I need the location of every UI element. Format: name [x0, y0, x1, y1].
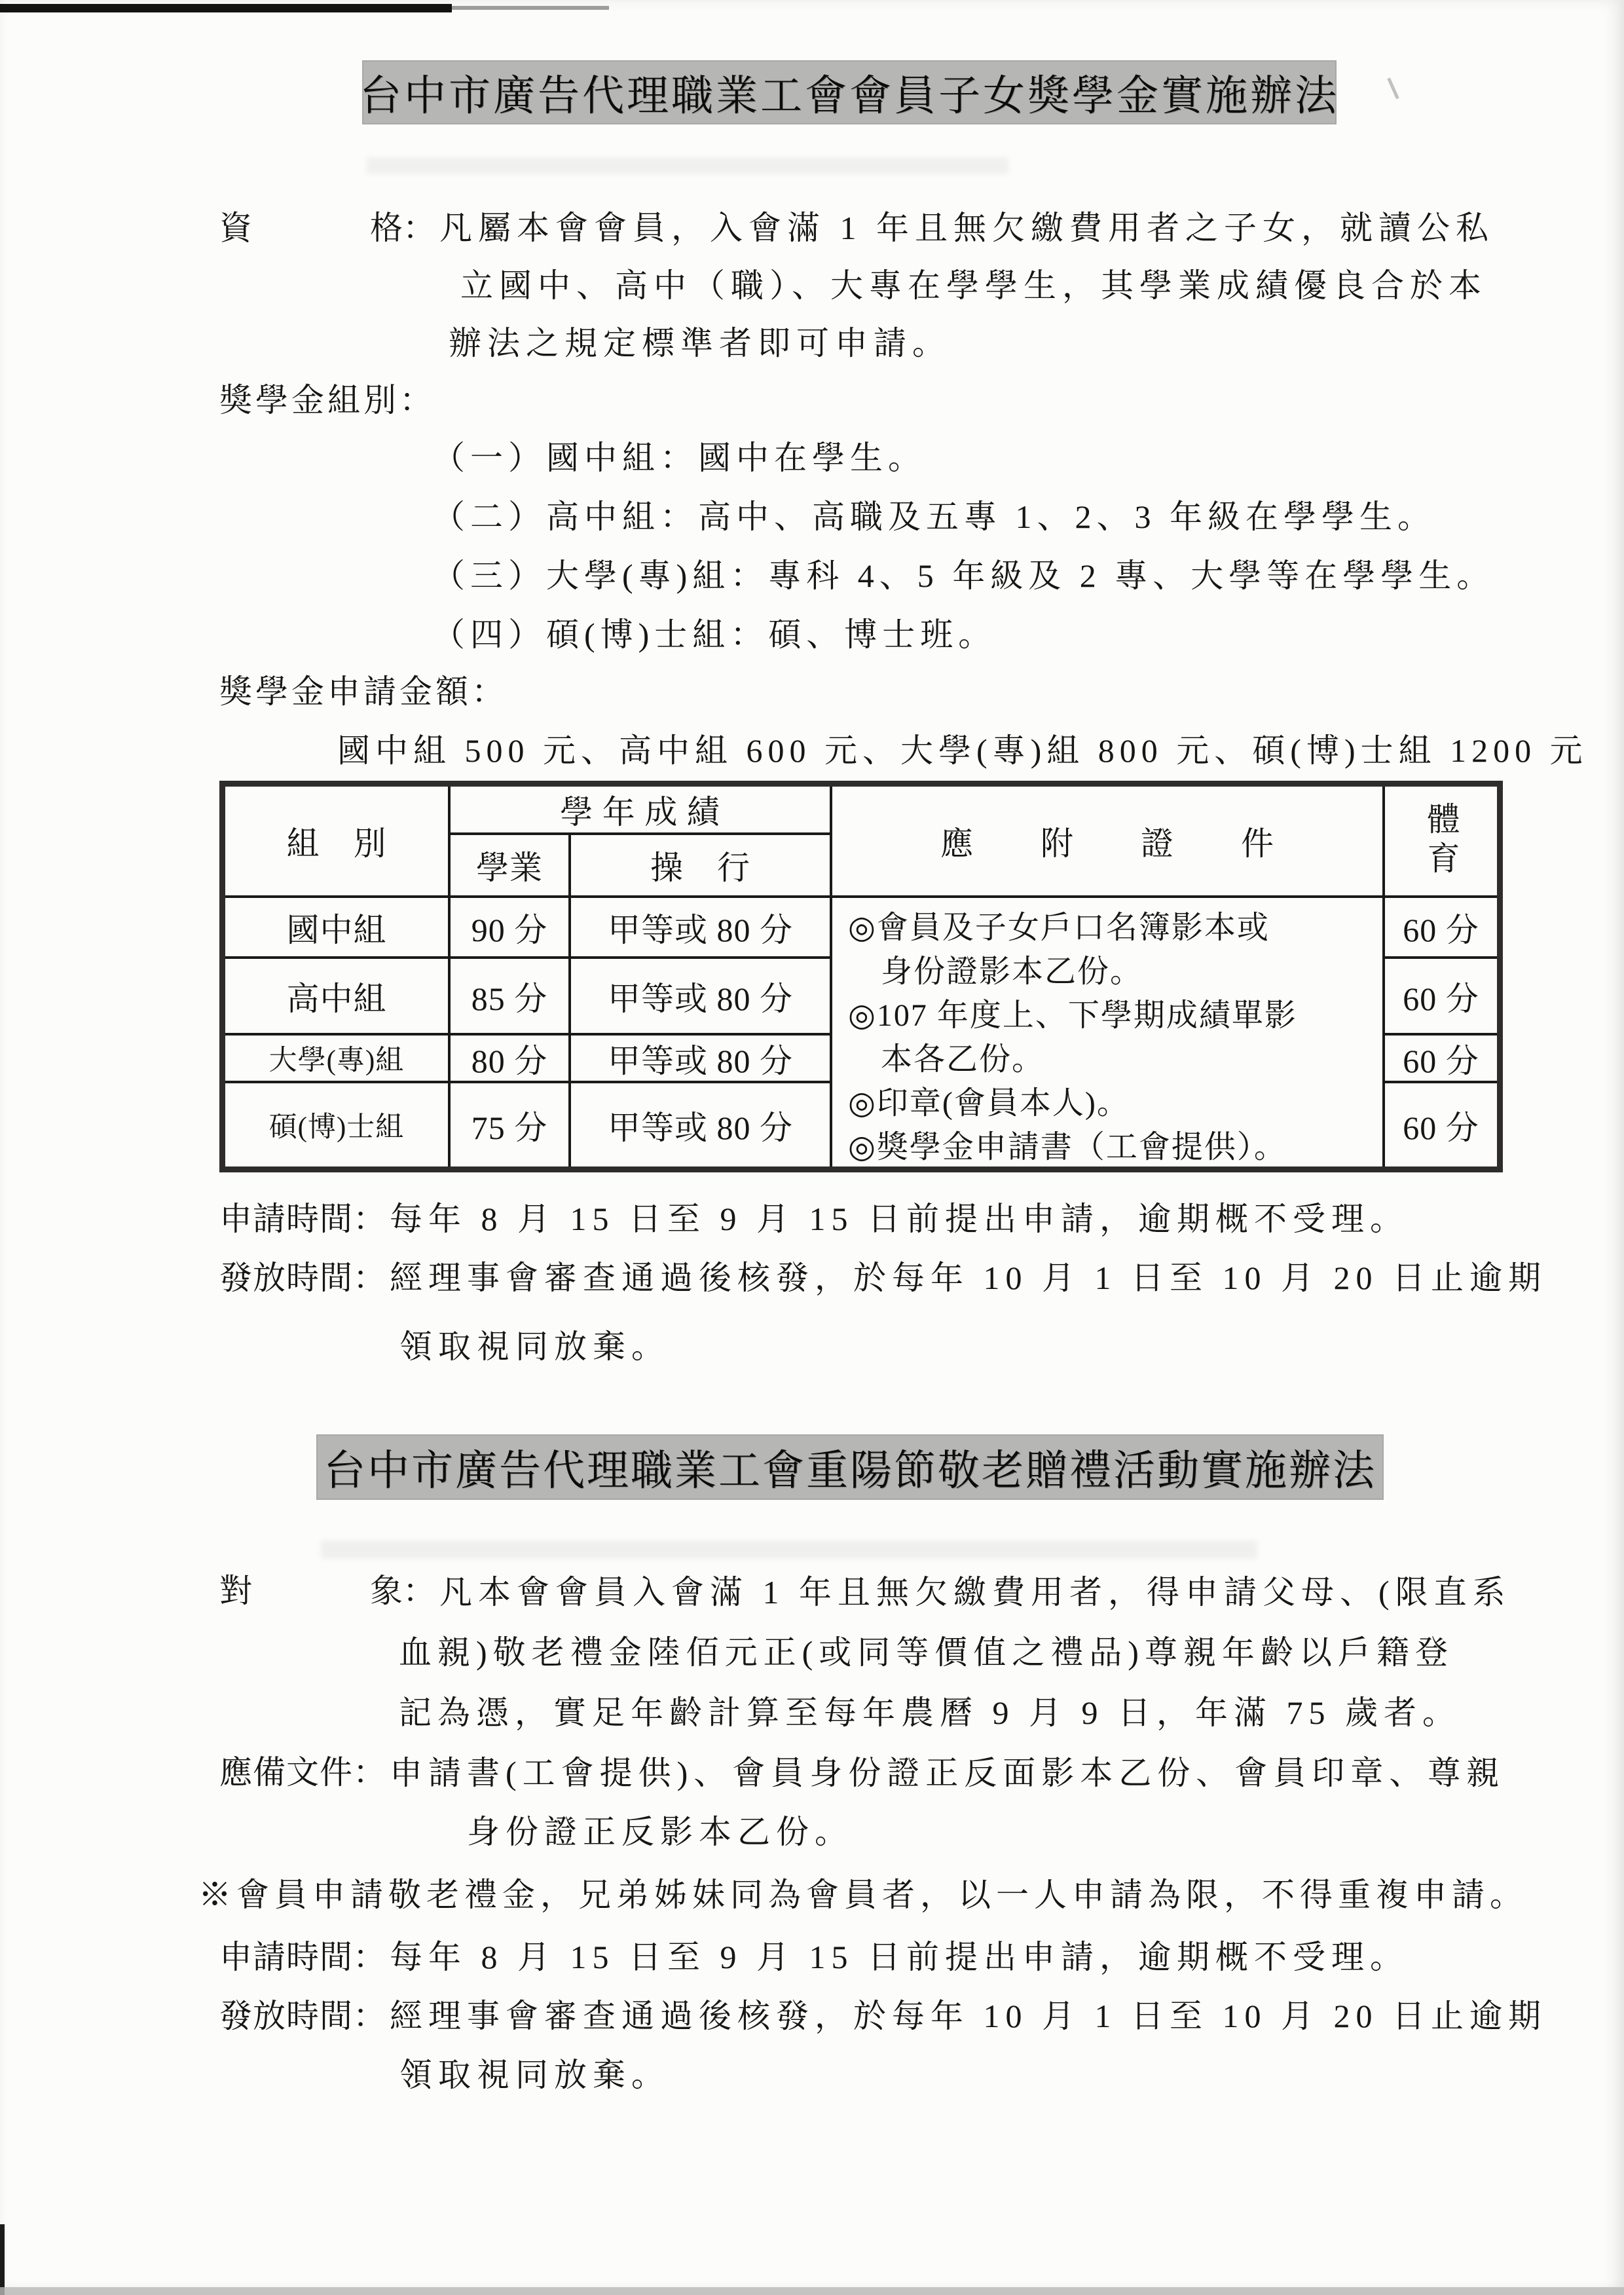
target-line: 凡本會會員入會滿 1 年且無欠繳費用者，得申請父母、(限直系: [439, 1574, 1511, 1611]
apply-time-text: 每年 8 月 15 日至 9 月 15 日前提出申請，逾期概不受理。: [390, 1201, 1409, 1237]
label-colon: ：: [403, 1573, 435, 1609]
table-documents-cell: [832, 898, 1382, 1166]
groups-heading: 獎學金組別：: [219, 382, 435, 419]
table-row2-conduct: 甲等或 80 分: [571, 959, 830, 1033]
grant-time-line2: 領取視同放棄。: [399, 1328, 670, 1365]
qualification-text: [439, 199, 1494, 372]
apply-time-label: 申請時間: [219, 1201, 353, 1237]
scan-artifact-top-streak-tail: [452, 6, 609, 10]
scholarship-criteria-table: [219, 781, 1503, 1172]
table-row2-group: 高中組: [225, 959, 448, 1033]
target-label: [219, 1562, 403, 1620]
scan-artifact-edge: [0, 2287, 1624, 2295]
scan-artifact-top-streak: [0, 4, 452, 12]
documents-line: 身份證正反影本乙份。: [467, 1814, 853, 1850]
target-line: 血親)敬老禮金陸佰元正(或同等價值之禮品)尊親年齡以戶籍登: [399, 1634, 1454, 1671]
label-colon: ：: [403, 210, 435, 246]
scan-artifact-edge: [0, 2224, 5, 2295]
table-header-academic: 學業: [451, 835, 568, 895]
table-header-pe-text: 體育: [1422, 802, 1460, 880]
target-label-char1: 對: [219, 1573, 252, 1609]
table-row3-academic: 80 分: [451, 1036, 568, 1081]
table-row1-group: 國中組: [225, 898, 448, 956]
target-line: 記為憑，實足年齡計算至每年農曆 9 月 9 日，年滿 75 歲者。: [399, 1694, 1461, 1731]
documents-line: 申請書(工會提供)、會員身份證正反面影本乙份、會員印章、尊親: [390, 1755, 1505, 1791]
cert-item: ◎印章(會員本人)。: [848, 1086, 1130, 1121]
target-label-char2: 象: [370, 1573, 403, 1609]
cert-item: ◎會員及子女戶口名簿影本或: [848, 910, 1270, 945]
grant-time-label: 發放時間: [219, 1259, 353, 1296]
documents-label: 應備文件: [219, 1754, 353, 1791]
section1-title: 台中市廣告代理職業工會會員子女獎學金實施辦法: [362, 60, 1337, 124]
table-header-pe: [1385, 787, 1497, 895]
grant-time-paragraph-2: [219, 1987, 1547, 2045]
label-colon: ：: [353, 1754, 386, 1791]
qualification-line: 凡屬本會會員，入會滿 1 年且無欠繳費用者之子女，就讀公私: [439, 210, 1494, 246]
table-header-documents: 應 附 證 件: [832, 787, 1382, 895]
apply-time-text: 每年 8 月 15 日至 9 月 15 日前提出申請，逾期概不受理。: [390, 1939, 1409, 1975]
apply-time-paragraph-2: [219, 1928, 1409, 1986]
grant-time-line1: 經理事會審查通過後核發，於每年 10 月 1 日至 10 月 20 日止逾期: [390, 1259, 1547, 1296]
group-item-2: （二）高中組：高中、高職及五專 1、2、3 年級在學學生。: [432, 498, 1435, 535]
table-row3-conduct: 甲等或 80 分: [571, 1036, 830, 1081]
scan-artifact-ghosting: [321, 1540, 1257, 1559]
documents-paragraph: [219, 1744, 1505, 1861]
table-row3-pe: 60 分: [1385, 1036, 1497, 1081]
table-row3-group: 大學(專)組: [225, 1036, 448, 1081]
grant-time-line2-2: 領取視同放棄。: [399, 2057, 670, 2093]
grant-time-line1: 經理事會審查通過後核發，於每年 10 月 1 日至 10 月 20 日止逾期: [390, 1998, 1547, 2034]
table-row2-academic: 85 分: [451, 959, 568, 1033]
table-header-group: 組 別: [225, 787, 448, 895]
cert-item-wrap: 本各乙份。: [881, 1042, 1045, 1077]
note-line: ※會員申請敬老禮金，兄弟姊妹同為會員者，以一人申請為限，不得重複申請。: [198, 1876, 1528, 1913]
cert-item-wrap: 身份證影本乙份。: [881, 954, 1143, 989]
qualification-line: 辦法之規定標準者即可申請。: [449, 325, 951, 362]
label-colon: ：: [353, 1201, 386, 1237]
apply-time-label: 申請時間: [219, 1939, 353, 1975]
grant-time-label: 發放時間: [219, 1998, 353, 2034]
cert-item: ◎107 年度上、下學期成績單影: [848, 998, 1297, 1033]
target-text: [399, 1562, 1511, 1743]
section2-title: 台中市廣告代理職業工會重陽節敬老贈禮活動實施辦法: [316, 1434, 1384, 1500]
table-row4-conduct: 甲等或 80 分: [571, 1083, 830, 1166]
group-item-3: （三）大學(專)組：專科 4、5 年級及 2 專、大學等在學學生。: [432, 557, 1495, 594]
amounts-line: 國中組 500 元、高中組 600 元、大學(專)組 800 元、碩(博)士組 1200 元: [337, 732, 1588, 769]
table-row4-academic: 75 分: [451, 1083, 568, 1166]
qualification-paragraph: [219, 199, 1494, 372]
table-row1-conduct: 甲等或 80 分: [571, 898, 830, 956]
scan-artifact-mark: [1387, 77, 1399, 99]
table-row4-group: 碩(博)士組: [225, 1083, 448, 1166]
label-colon: ：: [353, 1259, 386, 1296]
amounts-heading: 獎學金申請金額：: [219, 673, 507, 710]
qualification-line: 立國中、高中（職）、大專在學學生，其學業成績優良合於本: [460, 267, 1487, 304]
table-header-year-score: 學 年 成 績: [451, 787, 830, 832]
label-colon: ：: [353, 1998, 386, 2034]
groups-list: [432, 428, 1494, 664]
table-row4-pe: 60 分: [1385, 1083, 1497, 1166]
label-colon: ：: [353, 1939, 386, 1975]
group-item-4: （四）碩(博)士組：碩、博士班。: [432, 616, 997, 653]
apply-time-paragraph: [219, 1190, 1409, 1248]
table-row2-pe: 60 分: [1385, 959, 1497, 1033]
cert-item: ◎獎學金申請書（工會提供）。: [848, 1130, 1287, 1165]
target-paragraph: [219, 1562, 1511, 1743]
grant-time-paragraph: [219, 1249, 1547, 1307]
table-row1-academic: 90 分: [451, 898, 568, 956]
group-item-1: （一）國中組：國中在學生。: [432, 439, 926, 476]
scan-artifact-ghosting: [367, 157, 1008, 174]
qualification-label-char1: 資: [219, 210, 252, 246]
qualification-label: [219, 199, 403, 257]
documents-text: [390, 1744, 1505, 1861]
table-row1-pe: 60 分: [1385, 898, 1497, 956]
table-header-conduct: 操 行: [571, 835, 830, 895]
qualification-label-char2: 格: [370, 210, 403, 246]
